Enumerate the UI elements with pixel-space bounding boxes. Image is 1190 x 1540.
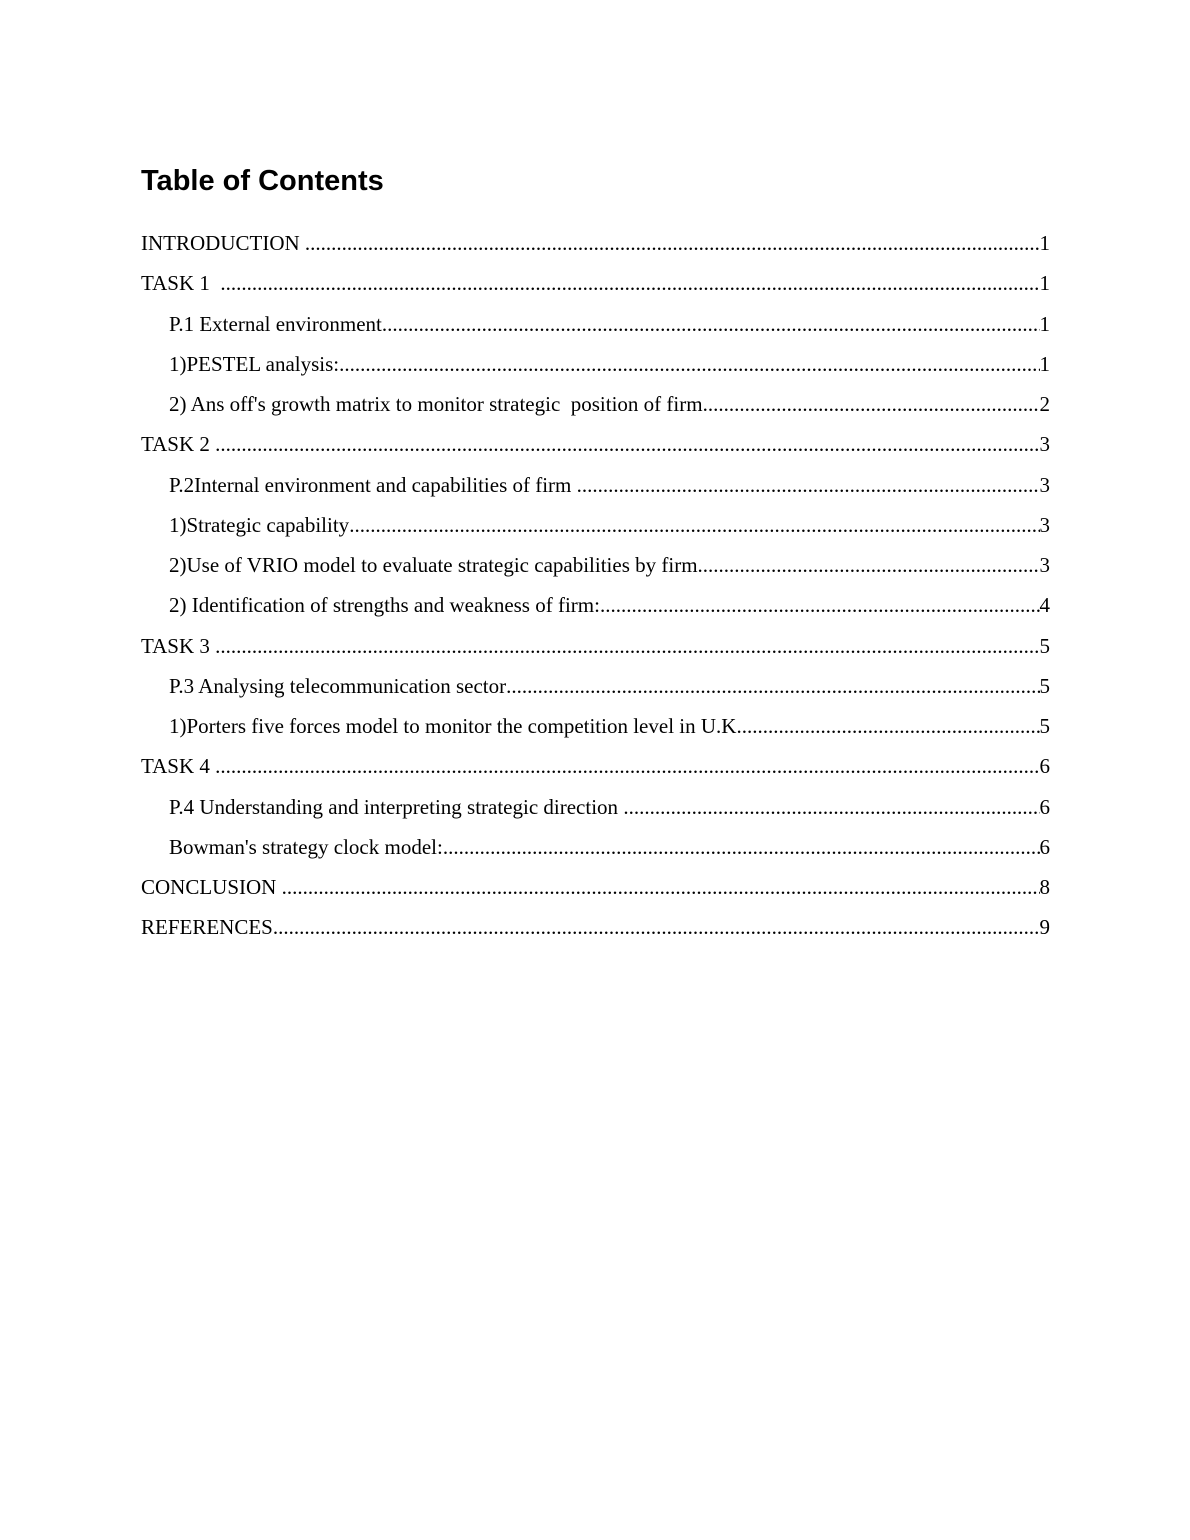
toc-entry-text: P.1 External environment (169, 311, 382, 336)
toc-dot-leader (349, 505, 1039, 545)
toc-page-number: 3 (1039, 432, 1050, 457)
toc-entry-text: P.2Internal environment and capabilities of firm (169, 472, 577, 497)
toc-page-number: 3 (1039, 512, 1050, 537)
toc-dot-leader (698, 545, 1040, 585)
toc-page-number: 4 (1039, 593, 1050, 618)
toc-page-number: 6 (1039, 834, 1050, 859)
toc-dot-leader (305, 223, 1040, 263)
toc-entry[interactable] (141, 304, 1050, 344)
toc-page-number: 5 (1039, 673, 1050, 698)
toc-entry-text: REFERENCES (141, 915, 273, 940)
toc-entry-text: TASK 4 (141, 754, 216, 779)
toc-dot-leader (703, 384, 1040, 424)
toc-entry-text: CONCLUSION (141, 875, 282, 899)
toc-entry[interactable] (141, 505, 1050, 545)
toc-entry[interactable] (141, 585, 1050, 625)
toc-entry[interactable] (141, 787, 1050, 827)
toc-entry-text: Bowman's strategy clock model: (169, 834, 443, 859)
toc-dot-leader (215, 424, 1039, 464)
toc-page-number: 6 (1039, 754, 1050, 779)
toc-dot-leader (443, 827, 1040, 867)
toc-entry[interactable] (141, 263, 1050, 303)
toc-entry-text: TASK 2 (141, 432, 216, 457)
toc-page-number: 1 (1039, 231, 1050, 255)
toc-page-number: 6 (1039, 794, 1050, 819)
toc-page-number: 1 (1039, 311, 1050, 336)
toc-dot-leader (215, 746, 1039, 786)
toc-entry[interactable] (141, 223, 1050, 263)
toc-entry-text: 1)Strategic capability (169, 512, 350, 537)
toc-entry[interactable] (141, 424, 1050, 464)
toc-heading: Table of Contents (141, 165, 384, 197)
toc-entry[interactable] (141, 465, 1050, 505)
toc-dot-leader (282, 867, 1040, 907)
toc-dot-leader (623, 787, 1039, 827)
toc-page-number: 1 (1039, 271, 1050, 296)
toc-entry[interactable] (141, 907, 1050, 947)
toc-entry[interactable] (141, 706, 1050, 746)
toc-page-number: 3 (1039, 553, 1050, 577)
toc-dot-leader (339, 344, 1039, 384)
toc-page-number: 2 (1039, 392, 1050, 416)
toc-entry-text: TASK 1 (141, 271, 221, 296)
toc-entry-text: 2) Ans off's growth matrix to monitor strategic position of firm (169, 392, 703, 416)
toc-dot-leader (506, 666, 1039, 706)
toc-entry-text: P.3 Analysing telecommunication sector (169, 673, 507, 698)
toc-entry[interactable] (141, 746, 1050, 786)
toc-entry[interactable] (141, 384, 1050, 424)
toc-page-number: 5 (1039, 633, 1050, 658)
toc-entry-text: 2) Identification of strengths and weakness of firm: (169, 593, 600, 618)
toc-entry[interactable] (141, 827, 1050, 867)
toc-dot-leader (736, 706, 1039, 746)
toc-entry-text: 2)Use of VRIO model to evaluate strategic capabilities by firm (169, 553, 698, 577)
toc-entry[interactable] (141, 666, 1050, 706)
toc-entry-text: 1)PESTEL analysis: (169, 351, 340, 376)
toc-entry[interactable] (141, 867, 1050, 907)
toc-page-number: 3 (1039, 472, 1050, 497)
toc-entry[interactable] (141, 344, 1050, 384)
toc-entry[interactable] (141, 626, 1050, 666)
toc-dot-leader (382, 304, 1040, 344)
toc-list (141, 223, 1050, 948)
toc-page-number: 1 (1039, 351, 1050, 376)
toc-page-number: 9 (1039, 915, 1050, 940)
toc-entry[interactable] (141, 545, 1050, 585)
toc-entry-text: TASK 3 (141, 633, 216, 658)
toc-page-number: 8 (1039, 875, 1050, 899)
toc-dot-leader (215, 626, 1039, 666)
toc-dot-leader (273, 907, 1040, 947)
toc-entry-text: 1)Porters five forces model to monitor the competition level in U.K (169, 714, 737, 738)
toc-page-number: 5 (1039, 714, 1050, 738)
toc-dot-leader (600, 585, 1040, 625)
toc-entry-text: P.4 Understanding and interpreting strategic direction (169, 794, 624, 819)
toc-dot-leader (220, 263, 1039, 303)
toc-entry-text: INTRODUCTION (141, 231, 305, 255)
toc-dot-leader (577, 465, 1040, 505)
